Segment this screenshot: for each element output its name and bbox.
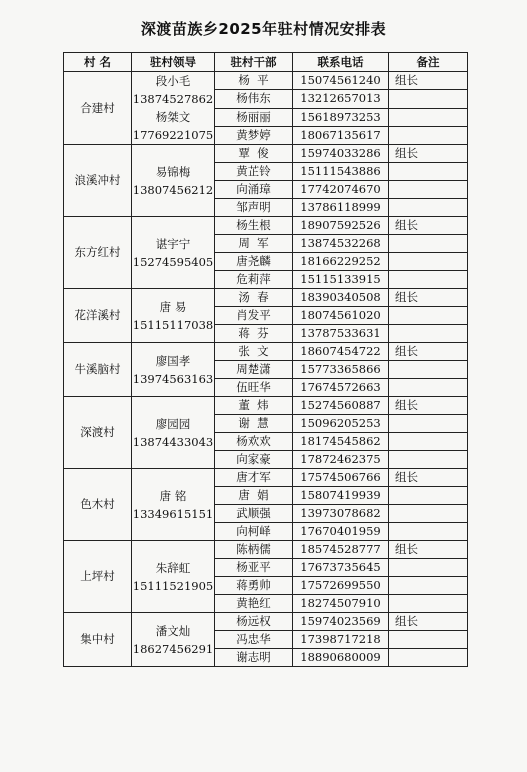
cadre-phone-cell: 13787533631 — [293, 325, 389, 343]
village-leader-cell — [132, 72, 215, 145]
cadre-phone-cell: 17742074670 — [293, 181, 389, 199]
note-cell: 组长 — [389, 613, 468, 631]
note-cell: 组长 — [389, 72, 468, 90]
leader-phone: 18627456291 — [132, 641, 214, 656]
table-row — [64, 541, 468, 559]
leader-name: 杨桀文 — [155, 110, 191, 124]
cadre-name-cell: 蒋勇帅 — [215, 577, 293, 595]
cadre-name-cell: 向柯峄 — [215, 523, 293, 541]
cadre-name-cell: 杨欢欢 — [215, 433, 293, 451]
leader-name: 廖园园 — [155, 416, 191, 431]
cadre-phone-cell: 18574528777 — [293, 541, 389, 559]
leader-phone: 15115117038 — [132, 317, 214, 332]
cadre-name-cell: 杨远权 — [215, 613, 293, 631]
leader-phone: 13974563163 — [132, 371, 214, 386]
village-leader-cell — [132, 289, 215, 343]
cadre-name-cell: 黄芷铃 — [215, 163, 293, 181]
cadre-phone-cell: 17574506766 — [293, 469, 389, 487]
cadre-phone-cell: 15974033286 — [293, 145, 389, 163]
assignment-table — [63, 52, 468, 667]
note-cell — [389, 487, 468, 505]
leader-name: 廖国孝 — [155, 353, 191, 368]
cadre-phone-cell: 15111543886 — [293, 163, 389, 181]
note-cell: 组长 — [389, 289, 468, 307]
village-leader-cell — [132, 613, 215, 667]
leader-name: 唐 铭 — [159, 488, 187, 503]
note-cell — [389, 253, 468, 271]
note-cell: 组长 — [389, 397, 468, 415]
note-cell — [389, 559, 468, 577]
village-name-cell: 上坪村 — [64, 541, 132, 613]
cadre-phone-cell: 18174545862 — [293, 433, 389, 451]
note-cell — [389, 379, 468, 397]
village-leader-cell — [132, 397, 215, 469]
cadre-phone-cell: 13212657013 — [293, 90, 389, 108]
note-cell — [389, 235, 468, 253]
note-cell: 组长 — [389, 145, 468, 163]
note-cell — [389, 199, 468, 217]
village-leader-cell — [132, 343, 215, 397]
cadre-phone-cell: 18607454722 — [293, 343, 389, 361]
leader-phone: 13807456212 — [132, 182, 214, 197]
cadre-phone-cell: 18390340508 — [293, 289, 389, 307]
header-row — [64, 53, 468, 72]
note-cell — [389, 415, 468, 433]
leader-phone: 15274595405 — [132, 254, 214, 269]
note-cell — [389, 325, 468, 343]
cadre-phone-cell: 17872462375 — [293, 451, 389, 469]
header-cadre: 驻村干部 — [215, 53, 293, 72]
leader-name: 谌宇宁 — [155, 236, 191, 251]
cadre-phone-cell: 17673735645 — [293, 559, 389, 577]
note-cell — [389, 163, 468, 181]
note-cell — [389, 108, 468, 126]
cadre-name-cell: 汤 春 — [215, 289, 293, 307]
cadre-phone-cell: 18890680009 — [293, 649, 389, 667]
village-name-cell: 浪溪冲村 — [64, 145, 132, 217]
table-row — [64, 343, 468, 361]
leader-phone: 13349615151 — [132, 506, 214, 521]
note-cell — [389, 505, 468, 523]
leader-name: 朱辞虹 — [155, 560, 191, 575]
cadre-name-cell: 杨丽丽 — [215, 108, 293, 126]
note-cell: 组长 — [389, 217, 468, 235]
note-cell — [389, 271, 468, 289]
note-cell — [389, 90, 468, 108]
cadre-phone-cell: 15974023569 — [293, 613, 389, 631]
cadre-name-cell: 唐 娟 — [215, 487, 293, 505]
table-row — [64, 289, 468, 307]
cadre-name-cell: 武顺强 — [215, 505, 293, 523]
cadre-phone-cell: 15115133915 — [293, 271, 389, 289]
cadre-phone-cell: 18907592526 — [293, 217, 389, 235]
table-row — [64, 217, 468, 235]
note-cell — [389, 307, 468, 325]
cadre-name-cell: 谢 慧 — [215, 415, 293, 433]
note-cell — [389, 523, 468, 541]
table-row — [64, 72, 468, 90]
cadre-phone-cell: 18166229252 — [293, 253, 389, 271]
village-leader-cell — [132, 541, 215, 613]
cadre-phone-cell: 13786118999 — [293, 199, 389, 217]
note-cell — [389, 181, 468, 199]
village-name-cell: 牛溪脑村 — [64, 343, 132, 397]
header-note: 备注 — [389, 53, 468, 72]
cadre-name-cell: 危莉萍 — [215, 271, 293, 289]
leader-phone: 15111521905 — [132, 578, 214, 593]
note-cell: 组长 — [389, 343, 468, 361]
table-row — [64, 469, 468, 487]
cadre-name-cell: 唐尧麟 — [215, 253, 293, 271]
cadre-name-cell: 杨伟东 — [215, 90, 293, 108]
cadre-phone-cell: 17670401959 — [293, 523, 389, 541]
village-leader-cell — [132, 145, 215, 217]
leader-name: 易锦梅 — [155, 164, 191, 179]
cadre-name-cell: 覃 俊 — [215, 145, 293, 163]
cadre-name-cell: 张 文 — [215, 343, 293, 361]
cadre-name-cell: 董 炜 — [215, 397, 293, 415]
village-name-cell: 深渡村 — [64, 397, 132, 469]
cadre-phone-cell: 15773365866 — [293, 361, 389, 379]
cadre-phone-cell: 17674572663 — [293, 379, 389, 397]
page-title: 深渡苗族乡2025年驻村情况安排表 — [140, 20, 387, 38]
header-phone: 联系电话 — [293, 53, 389, 72]
village-name-cell: 东方红村 — [64, 217, 132, 289]
cadre-phone-cell: 18274507910 — [293, 595, 389, 613]
leader-name: 段小毛 — [155, 74, 191, 88]
village-name-cell: 色木村 — [64, 469, 132, 541]
village-name-cell: 花洋溪村 — [64, 289, 132, 343]
cadre-name-cell: 黄梦婷 — [215, 126, 293, 144]
cadre-name-cell: 谢志明 — [215, 649, 293, 667]
cadre-phone-cell: 15096205253 — [293, 415, 389, 433]
cadre-phone-cell: 15618973253 — [293, 108, 389, 126]
header-leader: 驻村领导 — [132, 53, 215, 72]
cadre-name-cell: 陈柄儒 — [215, 541, 293, 559]
note-cell — [389, 577, 468, 595]
leader-name: 潘文灿 — [155, 623, 191, 638]
cadre-name-cell: 周楚潇 — [215, 361, 293, 379]
table-body — [64, 72, 468, 667]
cadre-phone-cell: 17572699550 — [293, 577, 389, 595]
village-name-cell: 合建村 — [64, 72, 132, 145]
leader-phone: 17769221075 — [132, 128, 214, 142]
cadre-name-cell: 杨生根 — [215, 217, 293, 235]
leader-phone: 13874527862 — [132, 92, 214, 106]
table-row — [64, 397, 468, 415]
cadre-phone-cell: 15807419939 — [293, 487, 389, 505]
note-cell — [389, 649, 468, 667]
note-cell — [389, 361, 468, 379]
cadre-name-cell: 肖发平 — [215, 307, 293, 325]
cadre-phone-cell: 13874532268 — [293, 235, 389, 253]
village-name-cell: 集中村 — [64, 613, 132, 667]
note-cell — [389, 451, 468, 469]
note-cell — [389, 631, 468, 649]
note-cell — [389, 595, 468, 613]
cadre-name-cell: 邹声明 — [215, 199, 293, 217]
cadre-name-cell: 黄艳红 — [215, 595, 293, 613]
leader-phone: 13874433043 — [132, 434, 214, 449]
note-cell: 组长 — [389, 541, 468, 559]
cadre-name-cell: 向家豪 — [215, 451, 293, 469]
cadre-name-cell: 伍旺华 — [215, 379, 293, 397]
leader-name: 唐 易 — [159, 299, 187, 314]
cadre-phone-cell: 17398717218 — [293, 631, 389, 649]
note-cell — [389, 433, 468, 451]
header-village: 村 名 — [64, 53, 132, 72]
cadre-name-cell: 周 军 — [215, 235, 293, 253]
cadre-name-cell: 唐才军 — [215, 469, 293, 487]
cadre-phone-cell: 18067135617 — [293, 126, 389, 144]
cadre-name-cell: 杨亚平 — [215, 559, 293, 577]
cadre-phone-cell: 15274560887 — [293, 397, 389, 415]
cadre-phone-cell: 15074561240 — [293, 72, 389, 90]
cadre-name-cell: 杨 平 — [215, 72, 293, 90]
cadre-phone-cell: 13973078682 — [293, 505, 389, 523]
note-cell: 组长 — [389, 469, 468, 487]
table-row — [64, 613, 468, 631]
village-leader-cell — [132, 469, 215, 541]
cadre-name-cell: 冯忠华 — [215, 631, 293, 649]
note-cell — [389, 126, 468, 144]
village-leader-cell — [132, 217, 215, 289]
cadre-name-cell: 向涌璋 — [215, 181, 293, 199]
table-row — [64, 145, 468, 163]
cadre-phone-cell: 18074561020 — [293, 307, 389, 325]
cadre-name-cell: 蒋 芬 — [215, 325, 293, 343]
